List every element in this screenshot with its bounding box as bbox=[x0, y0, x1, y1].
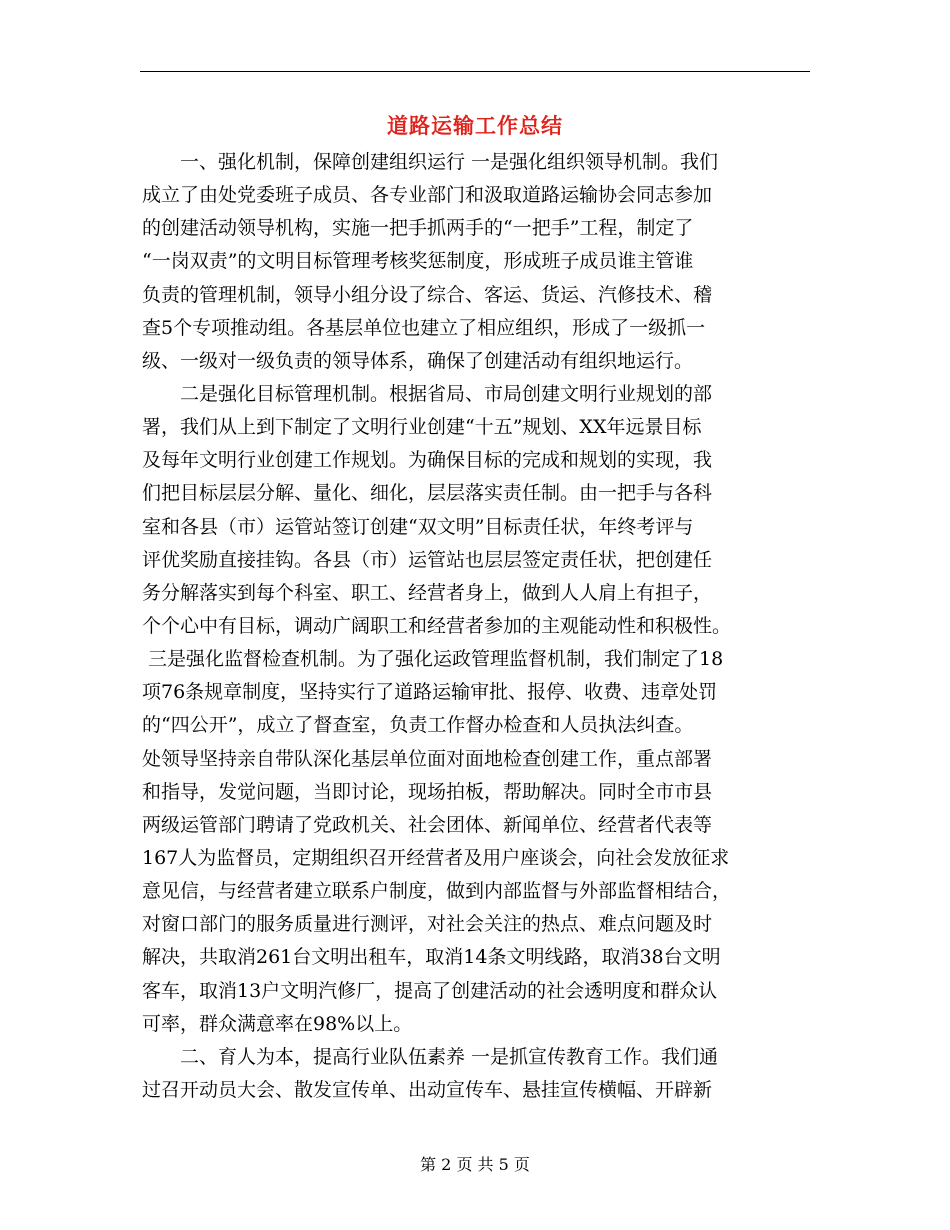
body-line: 们把目标层层分解、量化、细化，层层落实责任制。由一把手与各科 bbox=[142, 482, 713, 505]
body-line: 可率，群众满意率在98%以上。 bbox=[142, 1012, 413, 1035]
document-body bbox=[142, 146, 812, 1107]
body-line: 负责的管理机制，领导小组分设了综合、客运、货运、汽修技术、稽 bbox=[142, 283, 713, 306]
body-line: 级、一级对一级负责的领导体系，确保了创建活动有组织地运行。 bbox=[142, 349, 694, 372]
body-line: 二、育人为本，提高行业队伍素养 一是抓宣传教育工作。我们通 bbox=[142, 1045, 719, 1068]
body-line: 一、强化机制，保障创建组织运行 一是强化组织领导机制。我们 bbox=[142, 151, 719, 173]
body-line: 三是强化监督检查机制。为了强化运政管理监督机制，我们制定了18 bbox=[142, 648, 724, 671]
body-line: 署，我们从上到下制定了文明行业创建“十五”规划、XX年远景目标 bbox=[142, 416, 702, 439]
body-line: 及每年文明行业创建工作规划。为确保目标的完成和规划的实现，我 bbox=[142, 449, 713, 472]
body-line: 过召开动员大会、散发宣传单、出动宣传车、悬挂宣传横幅、开辟新 bbox=[142, 1078, 713, 1101]
body-line: 客车，取消13户文明汽修厂，提高了创建活动的社会透明度和群众认 bbox=[142, 979, 718, 1002]
body-line: 167人为监督员，定期组织召开经营者及用户座谈会，向社会发放征求 bbox=[142, 846, 730, 869]
body-line: 意见信，与经营者建立联系户制度，做到内部监督与外部监督相结合， bbox=[142, 880, 732, 903]
page-number: 第 2 页 共 5 页 bbox=[420, 1155, 530, 1174]
body-line: 的“四公开”，成立了督查室，负责工作督办检查和人员执法纠查。 bbox=[142, 714, 694, 737]
body-line: 两级运管部门聘请了党政机关、社会团体、新闻单位、经营者代表等 bbox=[142, 813, 713, 836]
body-line: 室和各县（市）运管站签订创建“双文明”目标责任状，年终考评与 bbox=[142, 515, 694, 538]
body-line: 务分解落实到每个科室、职工、经营者身上，做到人人肩上有担子， bbox=[142, 581, 713, 604]
header-rule bbox=[140, 71, 810, 72]
body-line: 成立了由处党委班子成员、各专业部门和汲取道路运输协会同志参加 bbox=[142, 184, 713, 207]
document-title: 道路运输工作总结 bbox=[387, 113, 563, 138]
body-line: 的创建活动领导机构，实施一把手抓两手的“一把手”工程，制定了 bbox=[142, 217, 694, 240]
body-line: “一岗双责”的文明目标管理考核奖惩制度，形成班子成员谁主管谁 bbox=[142, 250, 694, 273]
body-line: 查5个专项推动组。各基层单位也建立了相应组织，形成了一级抓一 bbox=[142, 316, 706, 339]
body-line: 对窗口部门的服务质量进行测评，对社会关注的热点、难点问题及时 bbox=[142, 913, 713, 936]
body-line: 和指导，发觉问题，当即讨论，现场拍板，帮助解决。同时全市市县 bbox=[142, 780, 713, 803]
body-line: 处领导坚持亲自带队深化基层单位面对面地检查创建工作，重点部署 bbox=[142, 747, 713, 770]
body-line: 解决，共取消261台文明出租车，取消14条文明线路，取消38台文明 bbox=[142, 946, 721, 969]
body-line: 评优奖励直接挂钩。各县（市）运管站也层层签定责任状，把创建任 bbox=[142, 548, 713, 571]
body-line: 个个心中有目标，调动广阔职工和经营者参加的主观能动性和积极性。 bbox=[142, 614, 732, 637]
body-line: 项76条规章制度，坚持实行了道路运输审批、报停、收费、违章处罚 bbox=[142, 681, 718, 704]
body-line: 二是强化目标管理机制。根据省局、市局创建文明行业规划的部 bbox=[142, 382, 713, 405]
